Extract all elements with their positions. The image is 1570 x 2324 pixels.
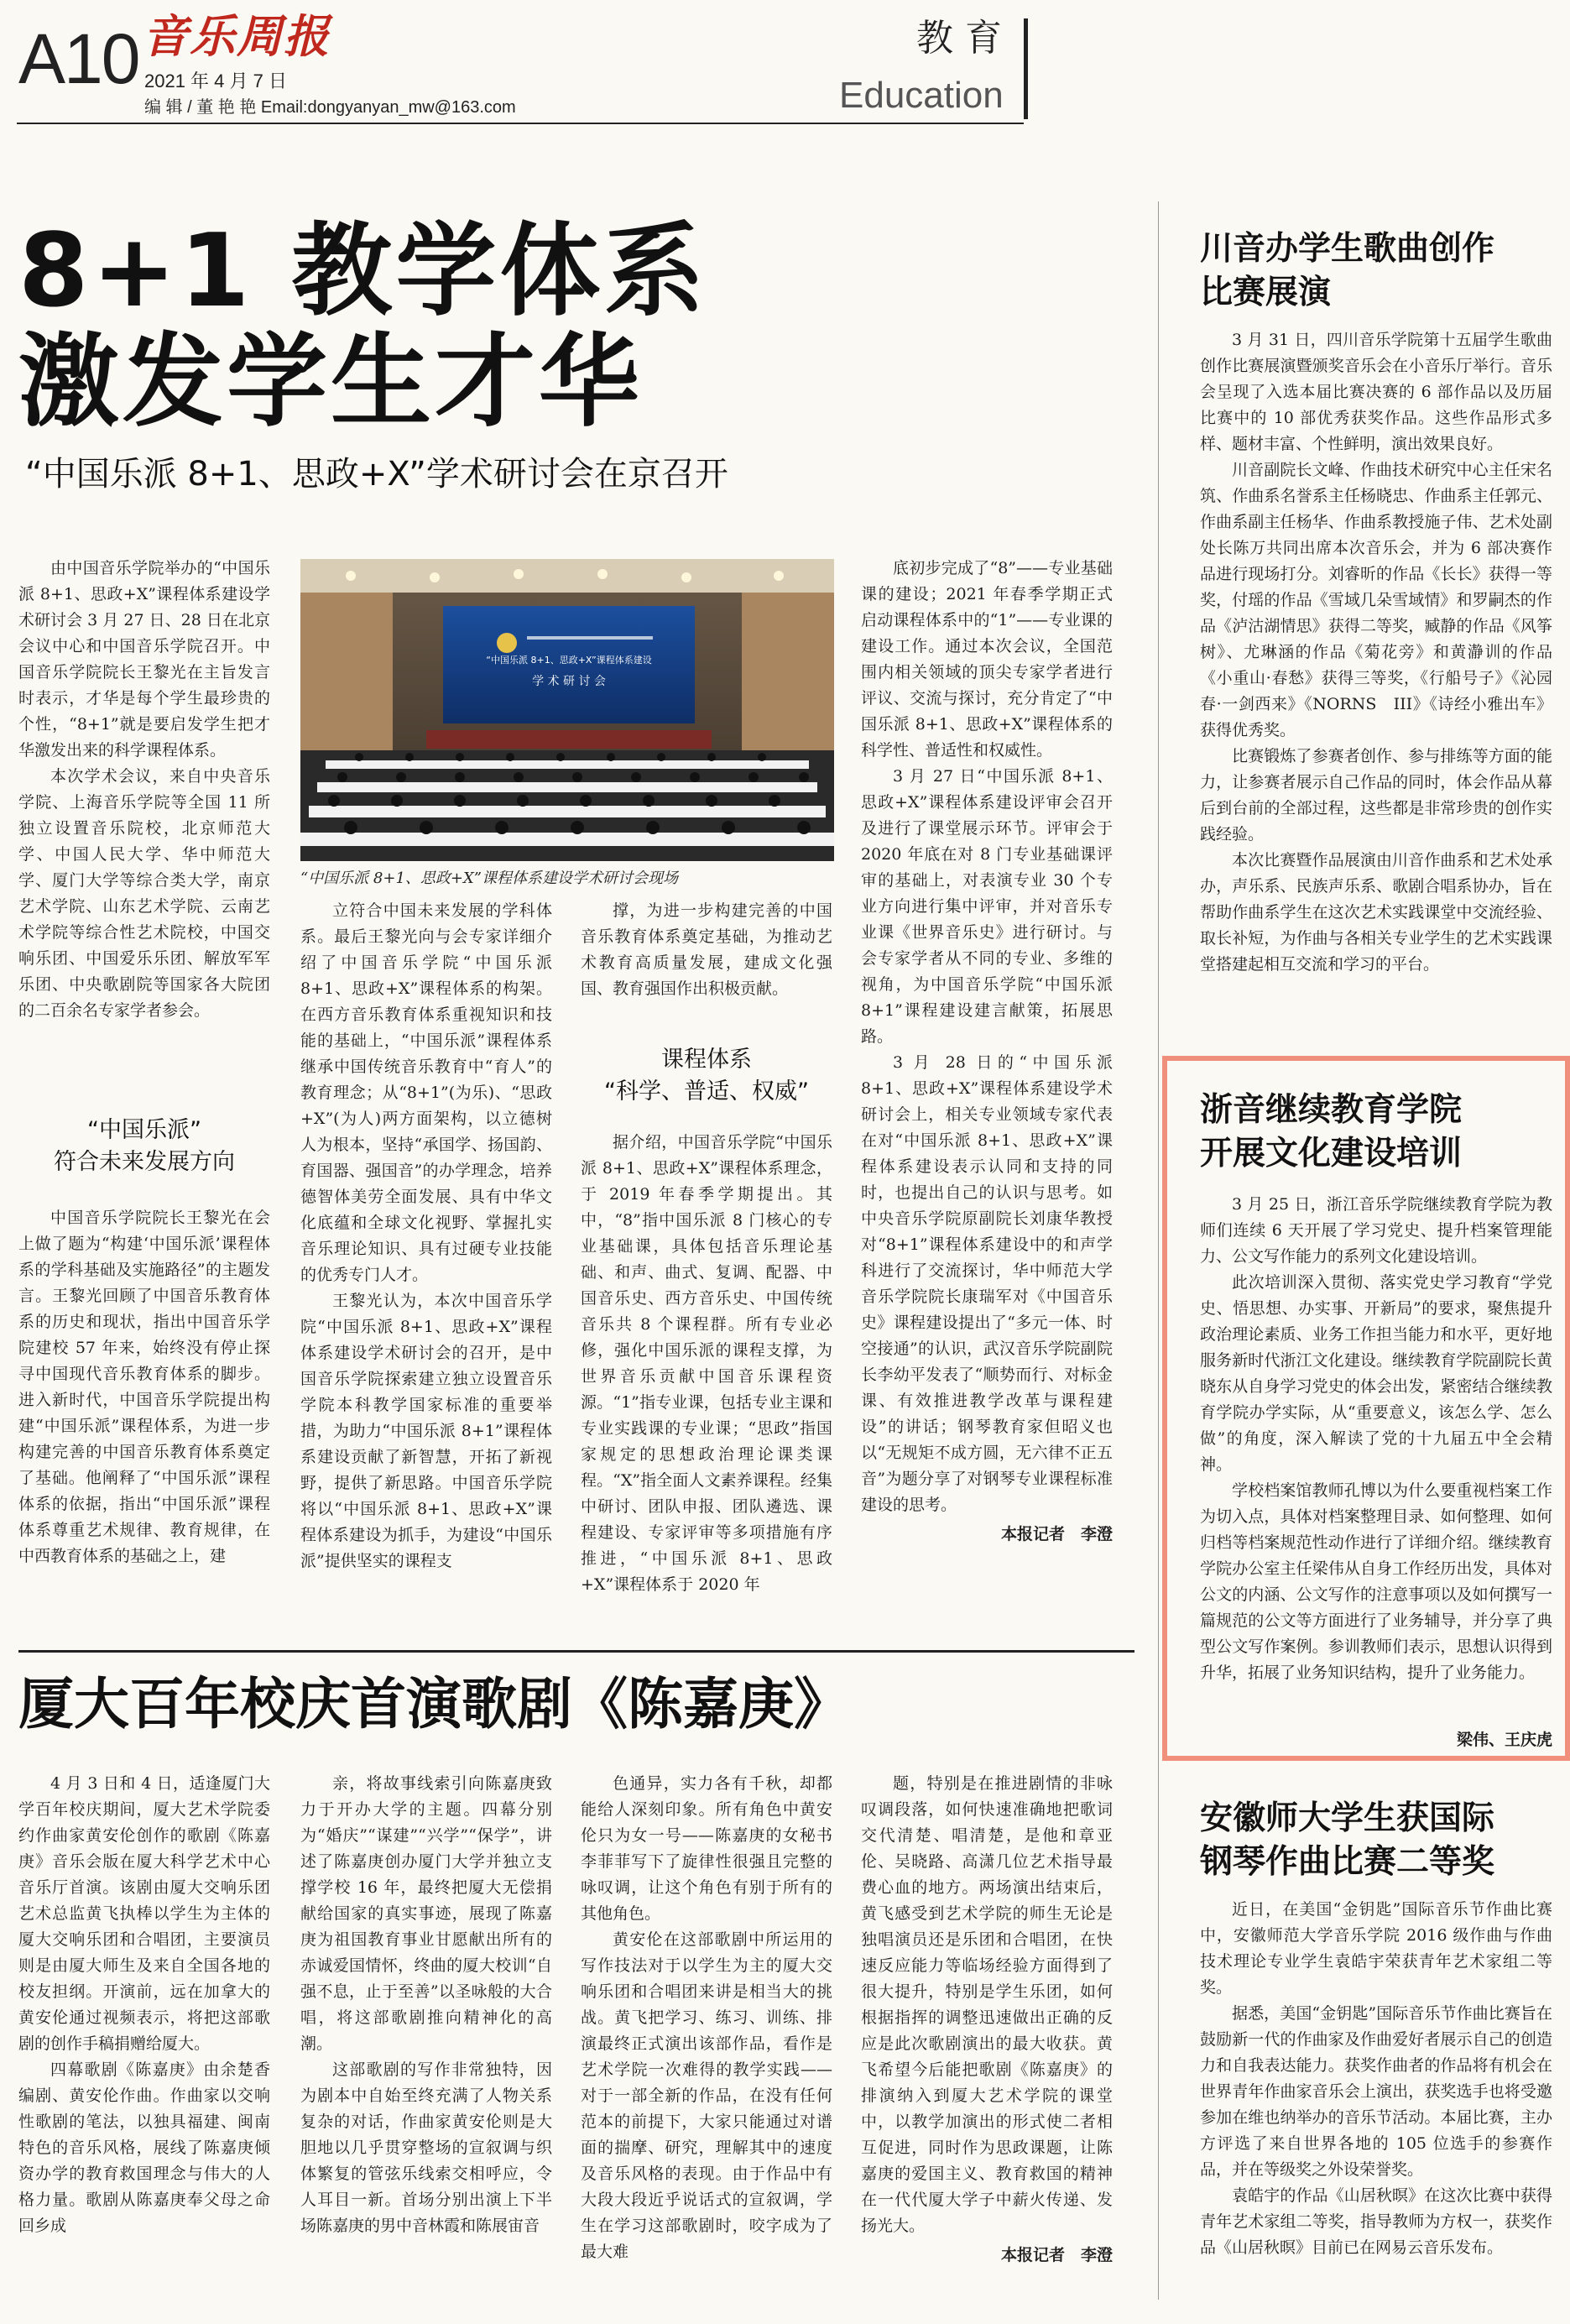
paragraph: 此次培训深入贯彻、落实党史学习教育“学党史、悟思想、办实事、开新局”的要求，聚焦提升政治理论素质、业务工作担当能力和水平，更好地服务新时代浙江文化建设。继续教育学院副院长黄晓东从自身学习党史的体会出发，紧密结合继续教育学院办学实际，从“重要意义，该怎么学、怎么做”的角度，深入解读了党的十九届五中全会精神。 [1200, 1273, 1552, 1474]
masthead-rule [17, 123, 1024, 124]
paragraph: 袁皓宇的作品《山居秋暝》在这次比赛中获得青年艺术家组二等奖，指导教师为方权一，获奖作品《山居秋暝》目前已在网易云音乐发布。 [1200, 2186, 1552, 2257]
column-divider [1158, 201, 1159, 2300]
paragraph: 据悉，美国“金钥匙”国际音乐节作曲比赛旨在鼓励新一代的作曲家及作曲爱好者展示自己的创造力和自我表达能力。获奖作曲者的作品将有机会在世界青年作曲家音乐会上演出，获奖选手也将受邀参加在维也纳举办的音乐节活动。本届比赛，主办方评选了来自世界各地的 105 位选手的参赛作品，并在等级奖之外设荣誉奖。 [1200, 2004, 1552, 2179]
paragraph: 学校档案馆教师孔博以为什么要重视档案工作为切入点，具体对档案整理目录、如何整理、如何归档等档案规范性动作进行了详细介绍。继续教育学院办公室主任梁伟从自身工作经历出发，具体对公文的内涵、公文写作的注意事项以及如何撰写一篇规范的公文等方面进行了业务辅导，并分享了典型公文写作案例。参训教师们表示，思想认识得到升华，拓展了业务知识结构，提升了业务能力。 [1200, 1481, 1552, 1682]
lead-headline-line2: 激发学生才华 [18, 324, 643, 441]
editor-line: 编 辑 / 董 艳 艳 Email:dongyanyan_mw@163.com [144, 98, 516, 117]
screen-text-1: “中国乐派 8+1、思政+X”课程体系建设 [486, 655, 652, 666]
lead-column-3b [581, 1130, 832, 1622]
conference-hall-illustration [300, 559, 834, 861]
paragraph: 色通异，实力各有千秋，却都能给人深刻印象。所有角色中黄安伦只为女一号——陈嘉庚的女秘书李菲菲写下了旋律性很强且完整的咏叹调，让这个角色有别于所有的其他角色。 [581, 1774, 832, 1923]
newspaper-logo: 音乐周报 [143, 9, 331, 63]
paragraph: 王黎光认为，本次中国音乐学院“中国乐派 8+1、思政+X”课程体系建设学术研讨会的召开，是中国音乐学院探索建立独立设置音乐学院本科教学国家标准的重要举措，为助力“中国乐派 8+1”课程体系建设贡献了新智慧，开拓了新视野，提供了新思路。中国音乐学院将以“中国乐派 8+1、思政+X”课程体系建设为抓手，为建设“中国乐派”提供坚实的课程支 [300, 1292, 552, 1570]
screen-text-2: 学 术 研 讨 会 [532, 675, 606, 688]
lead-column-1b [18, 1205, 270, 1622]
story2-column-4 [861, 1771, 1113, 2308]
lead-headline [18, 213, 1160, 441]
lead-subhead-a [18, 1115, 270, 1178]
headline-line: 开展文化建设培训 [1200, 1134, 1463, 1172]
brief1-headline [1200, 227, 1569, 314]
subhead-line: “科学、普适、权威” [604, 1078, 809, 1105]
paragraph: 本次比赛暨作品展演由川音作曲系和艺术处承办，声乐系、民族声乐系、歌剧合唱系协办，旨在帮助作曲系学生在这次艺术实践课堂中交流经验、取长补短，为作曲与各相关专业学生的艺术实践课堂搭建起相互交流和学习的平台。 [1200, 851, 1552, 974]
paragraph: 3 月 31 日，四川音乐学院第十五届学生歌曲创作比赛展演暨颁奖音乐会在小音乐厅举行。音乐会呈现了入选本届比赛决赛的 6 部作品以及历届比赛中的 10 部优秀获奖作品。这些作品形式多样、题材丰富、个性鲜明，演出效果良好。 [1200, 331, 1552, 453]
masthead-divider [1024, 18, 1028, 119]
paragraph: 四幕歌剧《陈嘉庚》由余楚香编剧、黄安伦作曲。作曲家以交响性歌剧的笔法，以独具福建、闽南特色的音乐风格，展线了陈嘉庚倾资办学的教育救国理念与伟大的人格力量。歌剧从陈嘉庚奉父母之命回乡成 [18, 2060, 270, 2235]
paragraph: 3 月 28 日的“中国乐派 8+1、思政+X”课程体系建设学术研讨会上，相关专业领域专家代表在对“中国乐派 8+1、思政+X”课程体系建设表示认同和支持的同时，也提出自己的认识与思考。如中央音乐学院原副院长刘康华教授对“8+1”课程体系建设中的和声学科进行了交流探讨，华中师范大学音乐学院院长康瑞军对《中国音乐史》课程建设提出了“多元一体、时空接通”的认识，武汉音乐学院副院长李幼平发表了“顺势而行、对标金课、有效推进教学改革与课程建设”的讲话；钢琴教育家但昭义也以“无规矩不成方圆，无六律不正五音”为题分享了对钢琴专业课程标准建设的思考。 [861, 1053, 1113, 1514]
subhead-line: 课程体系 [661, 1047, 752, 1073]
paragraph: 黄安伦在这部歌剧中所运用的写作技法对于以学生为主的厦大交响乐团和合唱团来讲是相当大的挑战。黄飞把学习、练习、训练、排演最终正式演出该部作品，看作是艺术学院一次难得的教学实践——对于一部全新的作品，在没有任何范本的前提下，大家只能通过对谱面的揣摩、研究，理解其中的速度及音乐风格的表现。由于作品中有大段大段近乎说话式的宣叙调，学生在学习这部歌剧时，咬字成为了最大难 [581, 1930, 832, 2261]
headline-line: 川音办学生歌曲创作 [1200, 229, 1495, 268]
paragraph: 3 月 25 日，浙江音乐学院继续教育学院为教师们连续 6 天开展了学习党史、提升档案管理能力、公文写作能力的系列文化建设培训。 [1200, 1195, 1552, 1266]
story2-column-3 [581, 1771, 832, 2308]
lead-subheadline: “中国乐派 8+1、思政+X”学术研讨会在京召开 [25, 455, 728, 494]
lead-byline: 本报记者 李澄 [1000, 1525, 1113, 1543]
section-title-en: Education [839, 75, 1004, 116]
brief2-headline [1200, 1088, 1569, 1175]
brief3-body [1200, 1897, 1552, 2310]
brief1-body [1200, 327, 1552, 1041]
lead-headline-line1: 8+1 教学体系 [18, 213, 708, 330]
paragraph: 本次学术会议，来自中央音乐学院、上海音乐学院等全国 11 所独立设置音乐院校，北京师范大学、中国人民大学、华中师范大学、厦门大学等综合类大学，南京艺术学院、山东艺术学院、云南艺术学院等综合性艺术院校，中国交响乐团、中国爱乐乐团、解放军军乐团、中央歌剧院等国家各大院团的二百余名专家学者参会。 [18, 767, 270, 1020]
paragraph: 撑，为进一步构建完善的中国音乐教育体系奠定基础，为推动艺术教育高质量发展，建成文化强国、教育强国作出积极贡献。 [581, 901, 832, 998]
section-title-cn: 教育 [916, 17, 1014, 60]
lead-column-2 [300, 898, 552, 1622]
paragraph: 4 月 3 日和 4 日，适逢厦门大学百年校庆期间，厦大艺术学院委约作曲家黄安伦创作的歌剧《陈嘉庚》音乐会版在厦大科学艺术中心音乐厅首演。该剧由厦大交响乐团艺术总监黄飞执棒以学生为主体的厦大交响乐团和合唱团，主要演员则是由厦大师生及来自全国各地的校友担纲。开演前，远在加拿大的黄安伦通过视频表示，将把这部歌剧的创作手稿捐赠给厦大。 [18, 1774, 270, 2053]
paragraph: 立符合中国未来发展的学科体系。最后王黎光向与会专家详细介绍了中国音乐学院“中国乐派 8+1、思政+X”课程体系的构架。在西方音乐教育体系重视知识和技能的基础上，“中国乐派”课程体系继承中国传统音乐教育中“育人”的教育理念；从“8+1”(为乐)、“思政+X”(为人)两方面架构，以立德树人为根本，坚持“承国学、扬国韵、育国器、强国音”的办学理念，培养德智体美劳全面发展、具有中华文化底蕴和全球文化视野、掌握扎实音乐理论知识、具有过硬专业技能的优秀专门人才。 [300, 901, 552, 1284]
lead-column-4 [861, 556, 1113, 1622]
paragraph: 3 月 27 日“中国乐派 8+1、思政+X”课程体系建设评审会召开及进行了课堂展示环节。评审会于 2020 年底在对 8 门专业基础课评审的基础上，对表演专业 30 个专业方向进行集中评审，并对音乐专业课《世界音乐史》进行研讨。与会专家学者从不同的专业、多维的视角，为中国音乐学院“中国乐派 8+1”课程建设建言献策，拓展思路。 [861, 767, 1113, 1046]
subhead-line: 符合未来发展方向 [54, 1149, 235, 1175]
brief2-byline: 梁伟、王庆虎 [1456, 1731, 1552, 1749]
paragraph: 题，特别是在推进剧情的非咏叹调段落，如何快速准确地把歌词交代清楚、唱清楚，是他和章亚伦、吴晓路、高潇几位艺术指导最费心血的地方。两场演出结束后，黄飞感受到艺术学院的师生无论是独唱演员还是乐团和合唱团，在快速反应能力等临场经验方面得到了很大提升，特别是学生乐团，如何根据指挥的调整迅速做出正确的反应是此次歌剧演出的最大收获。黄飞希望今后能把歌剧《陈嘉庚》的排演纳入到厦大艺术学院的课堂中，以教学加演出的形式使二者相互促进，同时作为思政课题，让陈嘉庚的爱国主义、教育救国的精神在一代代厦大学子中薪火传递、发扬光大。 [861, 1774, 1113, 2235]
lead-column-1 [18, 556, 270, 1059]
headline-line: 浙音继续教育学院 [1200, 1090, 1463, 1129]
paragraph: 川音副院长文峰、作曲技术研究中心主任宋名筑、作曲系名誉系主任杨晓忠、作曲系主任郭元、作曲系副主任杨华、作曲系教授施子伟、艺术处副处长陈万共同出席本次音乐会，并为 6 部决赛作品进行现场打分。刘睿昕的作品《长长》获得一等奖，付瑶的作品《雪域几朵雪域情》和罗嗣杰的作品《泸沽湖情思》获得二等奖，臧静的作品《风筝树》、尤琳涵的作品《菊花旁》和黄瀞训的作品《小重山·春愁》获得三等奖，《行船号子》《沁园春·一剑西来》《NORNS III》《诗经小雅出车》获得优秀奖。 [1200, 461, 1552, 739]
headline-line: 钢琴作曲比赛二等奖 [1200, 1842, 1495, 1881]
section-rule [18, 1650, 1134, 1653]
issue-date: 2021 年 4 月 7 日 [144, 71, 287, 91]
paragraph: 由中国音乐学院举办的“中国乐派 8+1、思政+X”课程体系建设学术研讨会 3 月 27 日、28 日在北京会议中心和中国音乐学院召开。中国音乐学院院长王黎光在主旨发言时表示，才华是每个学生最珍贵的个性，“8+1”就是要启发学生把才华激发出来的科学课程体系。 [18, 559, 270, 760]
story2-byline: 本报记者 李澄 [1000, 2246, 1113, 2264]
paragraph: 这部歌剧的写作非常独特，因为剧本中自始至终充满了人物关系复杂的对话，作曲家黄安伦则是大胆地以几乎贯穿整场的宣叙调与织体繁复的管弦乐线索交相呼应，令人耳目一新。首场分别出演上下半场陈嘉庚的男中音林霞和陈展宙音 [300, 2060, 552, 2235]
conference-photo [300, 559, 834, 861]
lead-column-3 [581, 898, 832, 1024]
masthead [0, 0, 1570, 168]
story2-column-2 [300, 1771, 552, 2308]
brief3-headline [1200, 1796, 1569, 1883]
paragraph: 底初步完成了“8”——专业基础课的建设；2021 年春季学期正式启动课程体系中的“1”——专业课的建设工作。通过本次会议，全国范围内相关领域的顶尖专家学者进行评议、交流与探讨，充分肯定了“中国乐派 8+1、思政+X”课程体系的科学性、普适性和权威性。 [861, 559, 1113, 760]
story2-column-1 [18, 1771, 270, 2308]
paragraph: 比赛锻炼了参赛者创作、参与排练等方面的能力，让参赛者展示自己作品的同时，体会作品从幕后到台前的全部过程，这些都是非常珍贵的创作实践经验。 [1200, 747, 1552, 843]
page-number: A10 [18, 19, 139, 98]
story2-headline: 厦大百年校庆首演歌剧《陈嘉庚》 [18, 1671, 849, 1736]
paragraph: 据介绍，中国音乐学院“中国乐派 8+1、思政+X”课程体系理念，于 2019 年春季学期提出。其中，“8”指中国乐派 8 门核心的专业基础课，具体包括音乐理论基础、和声、曲式、复调、配器、中国音乐史、西方音乐史、中国传统音乐共 8 个课程群。所有专业必修，强化中国乐派的课程支撑，为世界音乐贡献中国音乐课程资源。“1”指专业课，包括专业主课和专业实践课的专业课；“思政”指国家规定的思想政治理论课类课程。“X”指全面人文素养课程。经集中研讨、团队申报、团队遴选、课程建设、专家评审等多项措施有序推进，“中国乐派 8+1、思政+X”课程体系于 2020 年 [581, 1133, 832, 1594]
lead-subhead-b [581, 1044, 832, 1108]
photo-caption: “中国乐派 8+1、思政+X”课程体系建设学术研讨会现场 [300, 870, 679, 887]
headline-line: 安徽师大学生获国际 [1200, 1799, 1495, 1837]
brief2-body [1200, 1192, 1552, 1724]
paragraph: 中国音乐学院院长王黎光在会上做了题为“构建‘中国乐派’课程体系的学科基础及实施路径”的主题发言。王黎光回顾了中国音乐教育体系的历史和现状，指出中国音乐学院建校 57 年来，始终没有停止探寻中国现代音乐教育体系的脚步。进入新时代，中国音乐学院提出构建“中国乐派”课程体系，为进一步构建完善的中国音乐教育体系奠定了基础。他阐释了“中国乐派”课程体系的依据，指出“中国乐派”课程体系尊重艺术规律、教育规律，在中西教育体系的基础之上，建 [18, 1209, 270, 1565]
subhead-line: “中国乐派” [87, 1117, 201, 1143]
paragraph: 近日，在美国“金钥匙”国际音乐节作曲比赛中，安徽师范大学音乐学院 2016 级作曲与作曲技术理论专业学生袁皓宇荣获青年艺术家组二等奖。 [1200, 1900, 1552, 1997]
paragraph: 亲，将故事线索引向陈嘉庚致力于开办大学的主题。四幕分别为“婚庆”“谋建”“兴学”“保学”，讲述了陈嘉庚创办厦门大学并独立支撑学校 16 年，最终把厦大无偿捐献给国家的真实事迹，展现了陈嘉庚为祖国教育事业甘愿献出所有的赤诚爱国情怀，终曲的厦大校训“自强不息，止于至善”以圣咏般的大合唱，将这部歌剧推向精神化的高潮。 [300, 1774, 552, 2053]
headline-line: 比赛展演 [1200, 273, 1332, 311]
